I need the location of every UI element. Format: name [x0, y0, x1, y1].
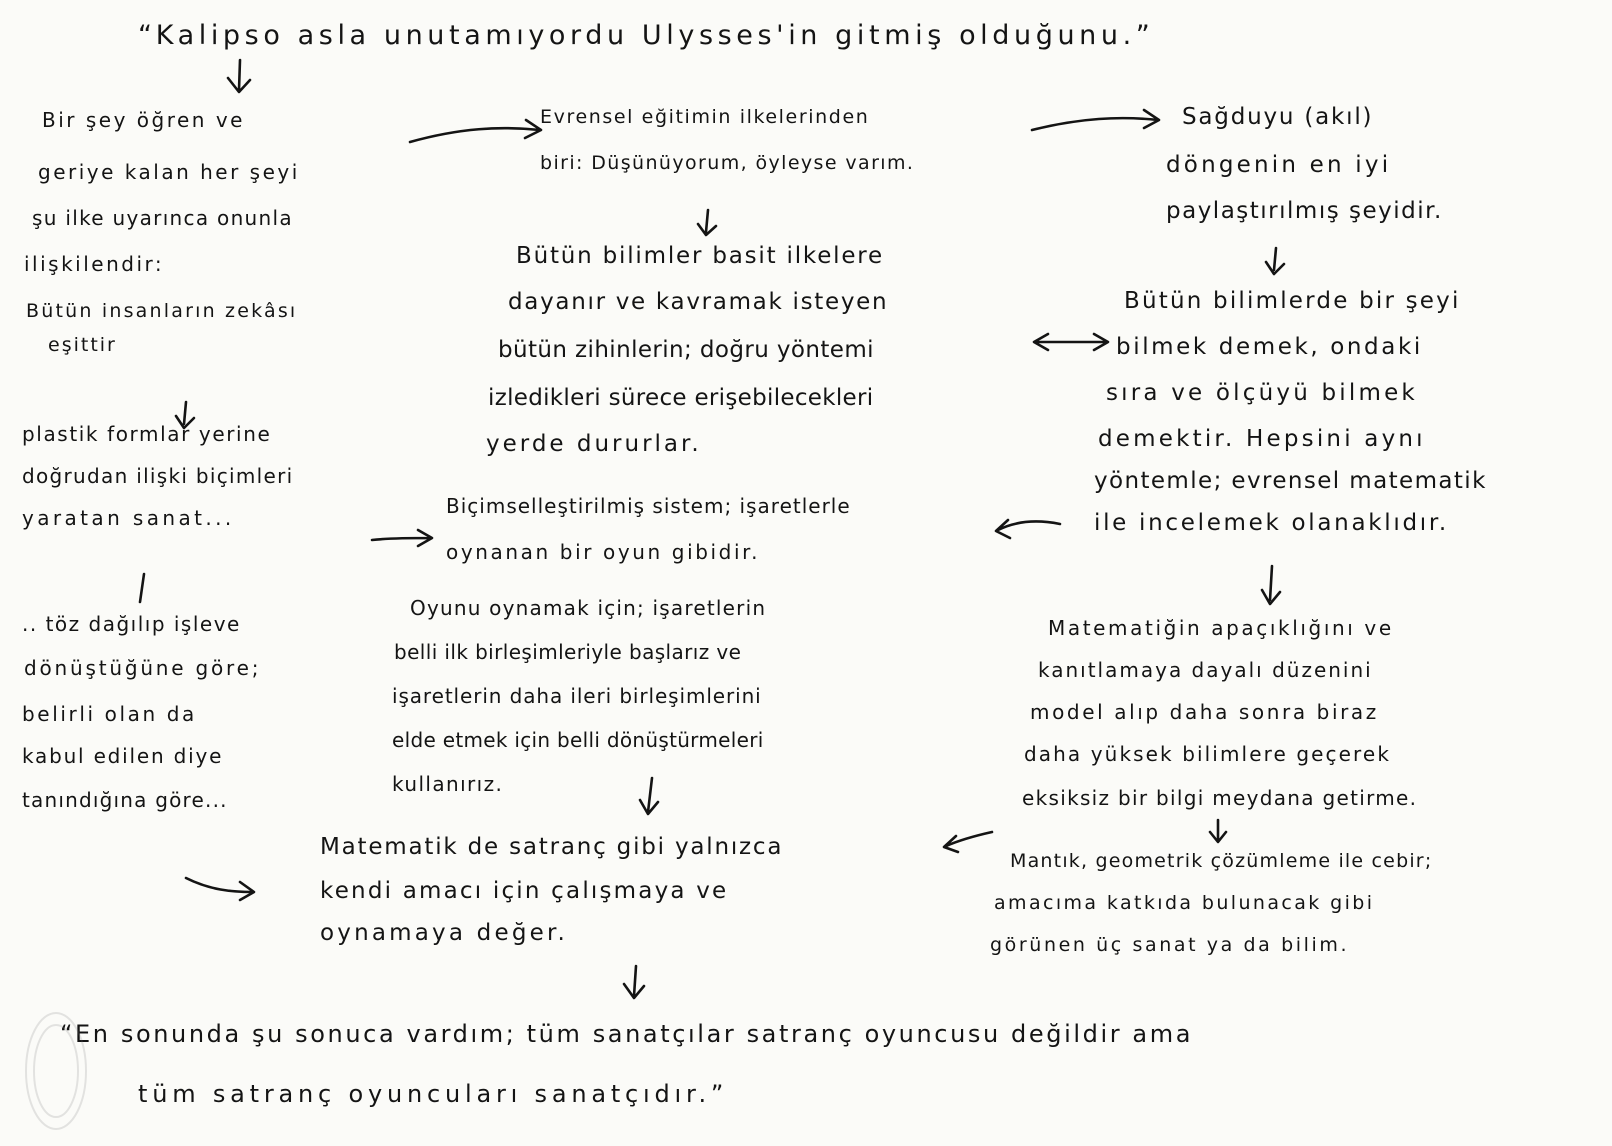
note-line: oynanan bir oyun gibidir.	[446, 540, 761, 564]
note-line: şu ilke uyarınca onunla	[32, 206, 293, 230]
arrow-down-icon	[1262, 566, 1280, 604]
note-line: görünen üç sanat ya da bilim.	[990, 934, 1350, 956]
center-note-1	[540, 108, 914, 184]
note-line: yöntemle; evrensel matematik	[1094, 468, 1487, 494]
center-note-2	[486, 245, 888, 463]
note-line: dayanır ve kavramak isteyen	[508, 289, 889, 315]
note-line: bilmek demek, ondaki	[1116, 334, 1423, 360]
note-line: işaretlerin daha ileri birleşimlerini	[392, 684, 762, 708]
note-line: yerde dururlar.	[486, 431, 702, 457]
note-line: tanındığına göre...	[22, 788, 228, 812]
right-note-2	[1094, 290, 1487, 542]
note-line: kendi amacı için çalışmaya ve	[320, 878, 729, 904]
arrow-down-icon	[624, 966, 644, 998]
note-line: daha yüksek bilimlere geçerek	[1024, 742, 1392, 766]
left-note-1	[22, 110, 300, 366]
note-line: bütün zihinlerin; doğru yöntemi	[498, 337, 874, 363]
arrow-down-icon	[1266, 248, 1284, 274]
note-line: plastik formlar yerine	[22, 422, 272, 446]
note-line: geriye kalan her şeyi	[38, 160, 300, 184]
note-line: Matematiğin apaçıklığını ve	[1048, 616, 1394, 640]
note-line: Oyunu oynamak için; işaretlerin	[410, 596, 767, 620]
note-line: sıra ve ölçüyü bilmek	[1106, 380, 1418, 406]
note-line: elde etmek için belli dönüştürmeleri	[392, 728, 764, 752]
faint-stamp	[20, 1005, 92, 1137]
note-line: doğrudan ilişki biçimleri	[22, 464, 294, 488]
note-line: Bir şey öğren ve	[42, 108, 245, 132]
arrow-right-icon	[410, 120, 541, 142]
note-line: döngenin en iyi	[1166, 152, 1392, 178]
note-line: Bütün insanların zekâsı	[26, 300, 298, 322]
arrow-down-icon	[1210, 820, 1226, 842]
left-note-2	[22, 424, 294, 538]
note-line: kabul edilen diye	[22, 744, 224, 768]
right-note-4	[990, 852, 1432, 966]
note-line: eşittir	[48, 334, 117, 356]
note-line: Mantık, geometrik çözümleme ile cebir;	[1010, 850, 1433, 872]
note-line: izledikleri sürece erişebilecekleri	[488, 385, 874, 411]
left-note-3	[22, 614, 261, 820]
arrow-down-icon	[140, 574, 144, 602]
arrow-down-icon	[228, 60, 250, 92]
note-line: Matematik de satranç gibi yalnızca	[320, 834, 784, 860]
note-line: Bütün bilimlerde bir şeyi	[1124, 288, 1461, 314]
note-line: model alıp daha sonra biraz	[1030, 700, 1379, 724]
bottom-quote-line: tüm satranç oyuncuları sanatçıdır.”	[138, 1080, 729, 1108]
note-line: eksiksiz bir bilgi meydana getirme.	[1022, 786, 1418, 810]
note-line: amacıma katkıda bulunacak gibi	[994, 892, 1375, 914]
note-line: biri: Düşünüyorum, öyleyse varım.	[540, 152, 915, 174]
note-line: ile incelemek olanaklıdır.	[1094, 510, 1449, 536]
note-line: dönüştüğüne göre;	[24, 656, 262, 680]
arrow-down-icon	[698, 210, 716, 235]
bottom-quote-line: “En sonunda şu sonuca vardım; tüm sanatçılar satranç oyuncusu değildir ama	[60, 1020, 1194, 1048]
arrow-left-icon	[944, 832, 992, 852]
note-line: Bütün bilimler basit ilkelere	[516, 243, 884, 269]
note-line: kullanırız.	[392, 772, 504, 796]
note-line: Sağduyu (akıl)	[1182, 104, 1374, 130]
top-quote	[138, 22, 1154, 49]
note-line: paylaştırılmış şeyidir.	[1166, 198, 1443, 224]
top-quote-text: “Kalipso asla unutamıyordu Ulysses'in gitmiş olduğunu.”	[138, 20, 1155, 51]
arrow-left-icon	[996, 520, 1060, 538]
note-line: demektir. Hepsini aynı	[1098, 426, 1426, 452]
arrow-right-icon	[1032, 110, 1159, 130]
right-note-1	[1166, 106, 1443, 230]
note-line: kanıtlamaya dayalı düzenini	[1038, 658, 1373, 682]
bottom-quote	[60, 1022, 1193, 1112]
center-note-4	[392, 598, 766, 804]
note-line: belirli olan da	[22, 702, 197, 726]
arrow-right-icon	[186, 878, 254, 900]
note-line: Biçimselleştirilmiş sistem; işaretlerle	[446, 494, 851, 518]
note-line: Evrensel eğitimin ilkelerinden	[540, 106, 870, 128]
arrow-right-icon	[372, 530, 432, 546]
note-line: yaratan sanat...	[22, 506, 235, 530]
right-note-3	[1022, 618, 1417, 818]
note-line: .. töz dağılıp işleve	[22, 612, 241, 636]
center-note-5	[320, 836, 783, 952]
note-line: oynamaya değer.	[320, 920, 569, 946]
note-line: belli ilk birleşimleriyle başlarız ve	[394, 640, 742, 664]
note-line: ilişkilendir:	[24, 252, 165, 276]
center-note-3	[446, 496, 851, 572]
